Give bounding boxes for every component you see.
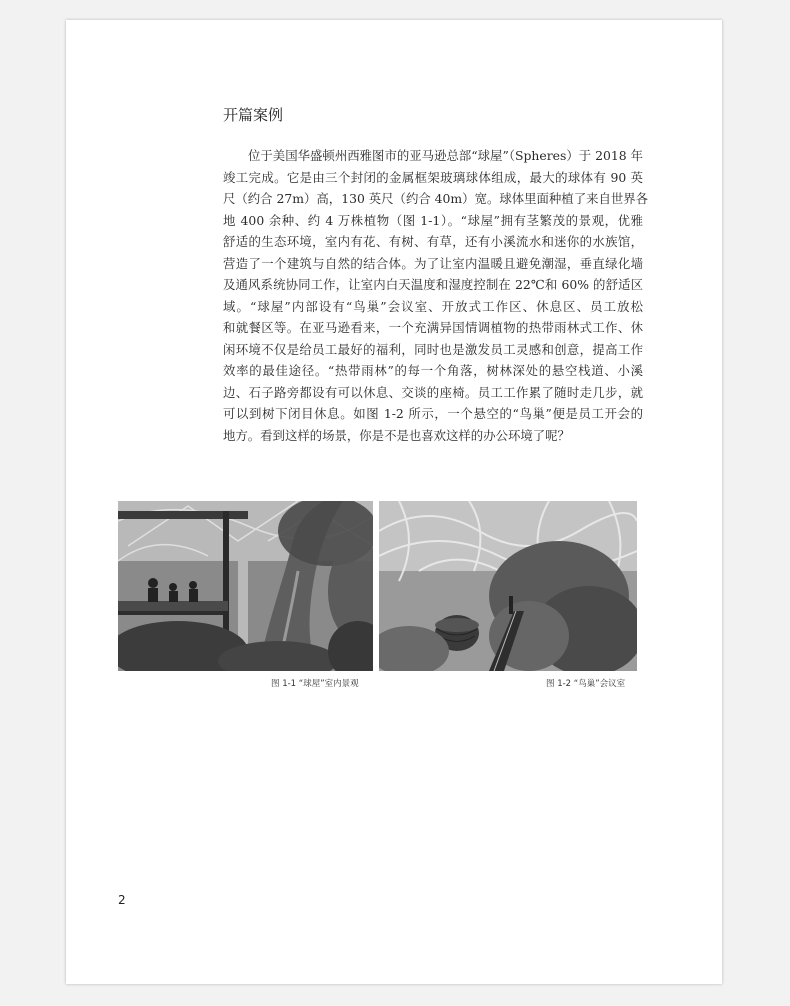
- body-line: 和就餐区等。在亚马逊看来，一个充满异国情调植物的热带雨林式工作、休: [223, 320, 643, 335]
- figure-caption: 图 1-1 “球屋”室内景观: [271, 679, 359, 689]
- birds-nest-meeting-room-photo: [379, 501, 637, 671]
- section-title: 开篇案例: [223, 106, 284, 124]
- body-line: 及通风系统协同工作，让室内白天温度和湿度控制在 22℃和 60% 的舒适区: [223, 277, 643, 292]
- body-paragraph: [223, 145, 649, 446]
- body-line: 舒适的生态环境，室内有花、有树、有草，还有小溪流水和迷你的水族馆，: [223, 234, 643, 249]
- body-line: 闲环境不仅是给员工最好的福利，同时也是激发员工灵感和创意，提高工作: [223, 341, 643, 357]
- body-line: 效率的最佳途径。“热带雨林”的每一个角落，树林深处的悬空栈道、小溪: [223, 363, 643, 378]
- body-line: 地 400 余种、约 4 万株植物（图 1-1）。“球屋”拥有茎繁茂的景观，优雅: [223, 212, 643, 228]
- body-line: 边、石子路旁都设有可以休息、交谈的座椅。员工工作累了随时走几步，就: [223, 384, 643, 400]
- figure-caption: 图 1-2 “鸟巢”会议室: [546, 679, 626, 689]
- body-line: 位于美国华盛顿州西雅图市的亚马逊总部“球屋”（Spheres）于 2018 年: [248, 148, 643, 163]
- body-line: 尺（约合 27m）高，130 英尺（约合 40m）宽。球体里面种植了来自世界各: [223, 191, 649, 206]
- body-line: 可以到树下闭目休息。如图 1-2 所示，一个悬空的“鸟巢”便是员工开会的: [223, 406, 643, 421]
- body-line: 域。“球屋”内部设有“鸟巢”会议室、开放式工作区、休息区、员工放松: [223, 298, 643, 314]
- body-line: 地方。看到这样的场景，你是不是也喜欢这样的办公环境了呢？: [223, 427, 570, 443]
- sphere-interior-photo: [118, 501, 373, 671]
- body-line: 营造了一个建筑与自然的结合体。为了让室内温暖且避免潮湿，垂直绿化墙: [223, 255, 643, 271]
- book-page: [66, 20, 722, 984]
- page-number: 2: [118, 893, 126, 907]
- body-line: 竣工完成。它是由三个封闭的金属框架玻璃球体组成，最大的球体有 90 英: [223, 169, 643, 185]
